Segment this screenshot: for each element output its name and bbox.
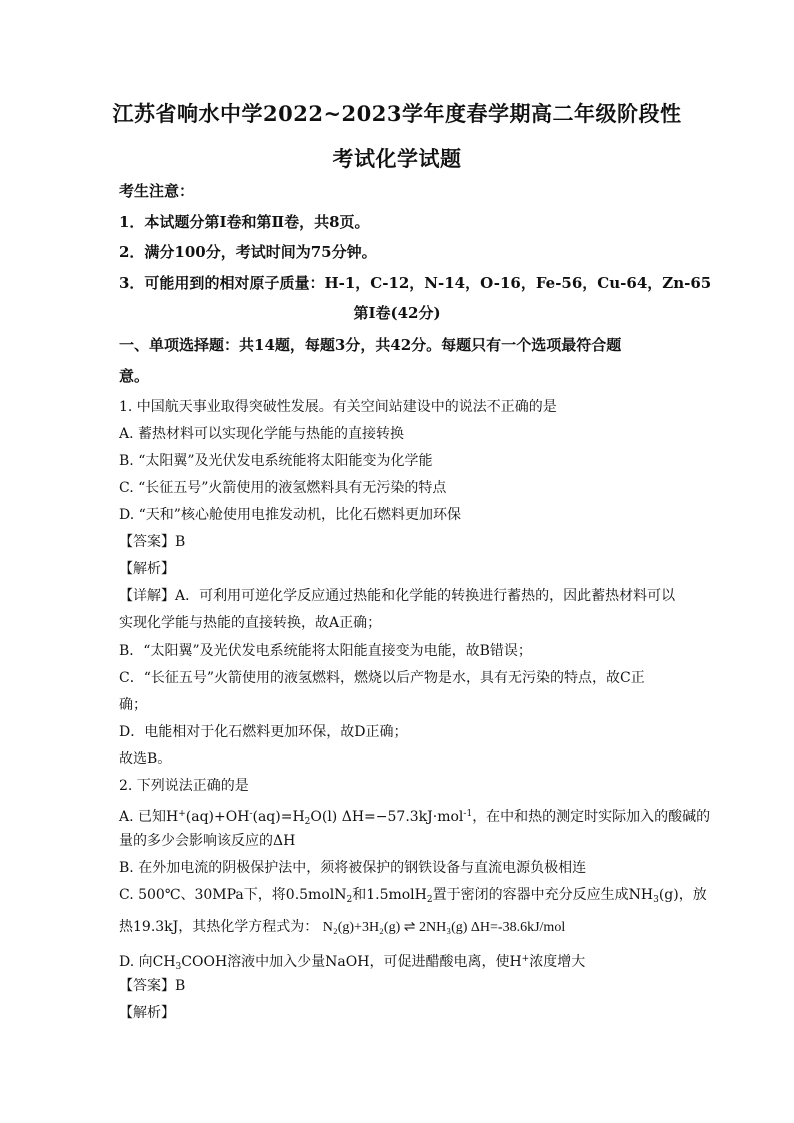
- q2-a-sub-1: 2: [304, 817, 311, 827]
- q1-option-b: B. “太阳翼”及光伏发电系统能将太阳能变为化学能: [119, 453, 433, 469]
- notice-item-1: 1．本试题分第Ⅰ卷和第Ⅱ卷，共8页。: [119, 213, 370, 231]
- part-heading-line-2: 意。: [119, 367, 150, 385]
- q1-detail-line-2: 实现化学能与热能的直接转换，故A正确；: [119, 615, 382, 631]
- q2-d-text-3: 浓度增大: [529, 954, 586, 970]
- q1-option-a: A. 蓄热材料可以实现化学能与热能的直接转换: [119, 426, 405, 442]
- q2-a-mid-3: O(l) ΔH=−57.3kJ·mol: [310, 809, 464, 825]
- q2-c-sub-2: 2: [426, 895, 433, 905]
- q2-a-mid-2: (aq)=H: [252, 809, 305, 825]
- notice-heading: 考生注意：: [119, 182, 195, 200]
- q2-c-equation: N₂(g)+3H₂(g) ⇌ 2NH₃(g) ΔH=-38.6kJ/mol: [322, 920, 566, 935]
- q1-detail-line-4: C．“长征五号”火箭使用的液氢燃料，燃烧以后产物是水，具有无污染的特点，故C正: [119, 670, 645, 686]
- q2-c-text-2: 和1.5molH: [352, 887, 427, 903]
- q2-option-c-line-2: [119, 918, 565, 937]
- q2-d-sup-1: +: [521, 954, 530, 964]
- q2-option-a-line-2: 量的多少会影响该反应的ΔH: [119, 833, 296, 849]
- q1-option-c: C. “长征五号”火箭使用的液氢燃料具有无污染的特点: [119, 480, 447, 496]
- q2-d-sub-1: 3: [175, 962, 182, 972]
- q2-option-d: [119, 950, 585, 976]
- q2-a-mid-1: (aq)+OH: [185, 809, 250, 825]
- q2-a-prefix: A. 已知H: [119, 809, 179, 825]
- q1-detail-line-5: 确；: [119, 697, 147, 713]
- q1-detail-line-1: 【详解】A．可利用可逆化学反应通过热能和化学能的转换进行蓄热的，因此蓄热材料可以: [119, 588, 676, 604]
- q2-d-text-2: COOH溶液中加入少量NaOH，可促进醋酸电离，使H: [181, 954, 522, 970]
- q1-option-d: D. “天和”核心舱使用电推发动机，比化石燃料更加环保: [119, 507, 461, 523]
- notice-item-2: 2．满分100分，考试时间为75分钟。: [119, 243, 377, 261]
- q1-stem: 1. 中国航天事业取得突破性发展。有关空间站建设中的说法不正确的是: [119, 399, 557, 415]
- q2-stem: 2. 下列说法正确的是: [119, 778, 249, 794]
- q2-c-text-1: C. 500℃、30MPa下，将0.5molN: [119, 887, 347, 903]
- q2-c-sub-1: 2: [346, 895, 353, 905]
- q1-analysis-label: 【解析】: [119, 561, 175, 577]
- q2-analysis-label: 【解析】: [119, 1005, 175, 1021]
- q2-c-line2-text: 热19.3kJ，其热化学方程式为：: [119, 919, 319, 935]
- q1-detail-line-7: 故选B。: [119, 751, 172, 767]
- q2-a-sup-3: -1: [463, 809, 473, 819]
- q1-detail-line-3: B．“太阳翼”及光伏发电系统能将太阳能直接变为电能，故B错误；: [119, 643, 532, 659]
- q2-a-sup-2: -: [249, 809, 253, 819]
- q1-detail-line-6: D．电能相对于化石燃料更加环保，故D正确；: [119, 724, 408, 740]
- q2-d-text-1: D. 向CH: [119, 954, 176, 970]
- notice-item-3: 3．可能用到的相对原子质量：H-1，C-12，N-14，O-16，Fe-56，Cu-64，Zn-65: [119, 274, 712, 292]
- section-title: 第Ⅰ卷(42分): [353, 304, 441, 322]
- q2-a-sup-1: +: [178, 809, 186, 819]
- q2-answer: 【答案】B: [119, 978, 186, 994]
- q2-option-a: [119, 805, 710, 831]
- q2-c-sub-3: 3: [653, 895, 659, 905]
- q2-option-c-line-1: [119, 886, 707, 909]
- q2-c-text-4: (g)，放: [658, 887, 707, 903]
- part-heading-line-1: 一、单项选择题：共14题，每题3分，共42分。每题只有一个选项最符合题: [119, 336, 622, 354]
- q1-answer: 【答案】B: [119, 534, 186, 550]
- q2-a-rest: ，在中和热的测定时实际加入的酸碱的: [472, 809, 711, 825]
- title-line-1: 江苏省响水中学2022~2023学年度春学期高二年级阶段性: [112, 101, 682, 126]
- q2-option-b: B. 在外加电流的阴极保护法中，须将被保护的钢铁设备与直流电源负极相连: [119, 860, 587, 876]
- q2-c-text-3: 置于密闭的容器中充分反应生成NH: [432, 887, 654, 903]
- title-line-2: 考试化学试题: [332, 146, 462, 171]
